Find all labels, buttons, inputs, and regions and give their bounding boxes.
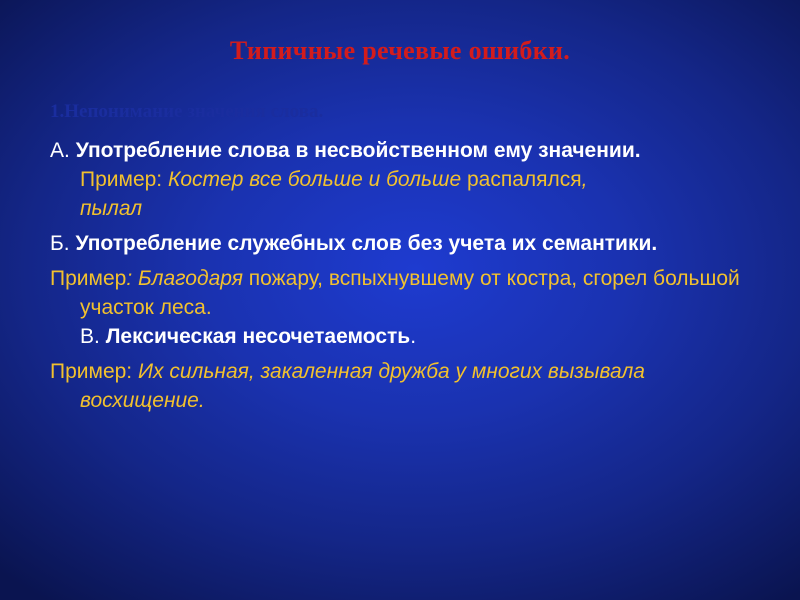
item-a-example-alt: пылал: [80, 197, 143, 220]
item-a-example: [80, 165, 770, 194]
example-b-tail: пожару, вспыхнувшему от костра, сгорел большой участок леса.: [80, 267, 740, 319]
example-b-colon: :: [126, 267, 138, 290]
slide-subtitle: 1.Непонимание значения слова.: [50, 101, 324, 122]
example-c-italic: Их сильная, закаленная дружба у многих вызывала восхищение.: [80, 360, 645, 412]
item-a-marker: А.: [50, 139, 76, 162]
item-b: [50, 229, 770, 258]
item-b-marker: Б.: [50, 232, 76, 255]
slide-title: Типичные речевые ошибки.: [229, 36, 571, 65]
example-c-label: Пример:: [50, 360, 138, 383]
item-a-example-comma: ,: [581, 168, 588, 191]
item-a-example-tail: распалялся: [461, 168, 582, 191]
example-b: [50, 264, 770, 351]
item-c-period: .: [410, 325, 417, 348]
item-a-heading: Употребление слова в несвойственном ему значении.: [75, 139, 641, 162]
item-a-example-label: Пример:: [80, 168, 168, 191]
item-c-heading: Лексическая несочетаемость: [105, 325, 411, 348]
slide-body: [50, 136, 770, 421]
item-b-heading: Употребление служебных слов без учета их семантики.: [75, 232, 658, 255]
example-c: [50, 357, 770, 415]
item-c: [80, 322, 770, 351]
item-c-marker: В.: [80, 325, 106, 348]
example-b-label: Пример: [50, 267, 127, 290]
example-b-italic: Благодаря: [137, 267, 243, 290]
item-a-example-italic: Костер все больше и больше: [167, 168, 462, 191]
item-a: [50, 136, 770, 223]
